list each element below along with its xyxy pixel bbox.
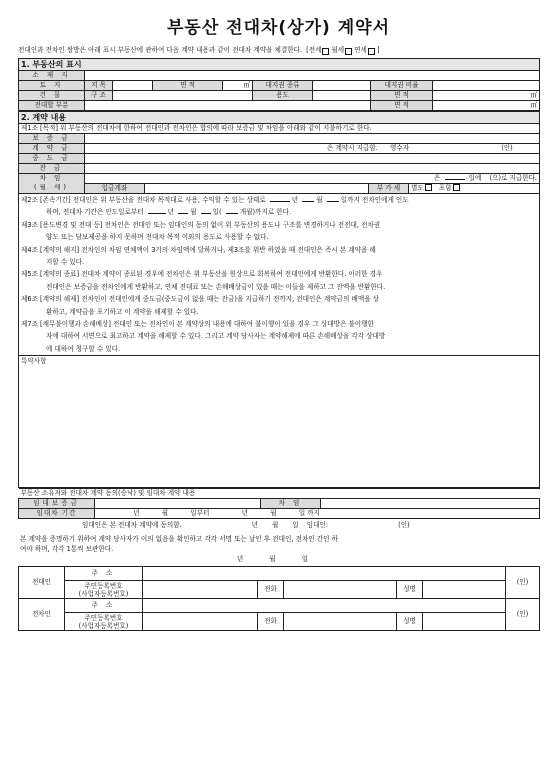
intro-line [18, 44, 539, 58]
address-label: 소 재 지 [19, 71, 85, 81]
balance-label: 잔 금 [19, 164, 85, 174]
consent-rent-value[interactable] [321, 499, 540, 509]
lessee-name-label: 성명 [397, 613, 423, 631]
blank [302, 196, 314, 202]
vat-included-label: 포함 [438, 184, 452, 193]
period-until: 일 까지 [298, 509, 321, 518]
period-year-2: 년 [241, 509, 248, 518]
lessor-id-value[interactable] [143, 581, 258, 599]
land-area-unit[interactable]: ㎡ [223, 81, 253, 91]
building-label: 건 물 [19, 91, 85, 101]
blank [281, 509, 295, 515]
lessor-name-value[interactable] [423, 581, 506, 599]
period-from: 일부터 [190, 509, 210, 518]
type-open: [전세 [306, 46, 322, 55]
article-2-text-i: 개월)까지로 한다. [239, 208, 292, 217]
jeonse-checkbox[interactable] [322, 48, 329, 55]
article-7-text-b: 자에 대하여 서면으로 최고하고 계약을 해제할 수 있다. 그리고 계약 당사자는 계약해제에 따른 손해배상을 각각 상대방 [46, 332, 386, 341]
article-4-text-b: 지할 수 있다. [46, 258, 85, 267]
article-2-text-a: 제2조 [존속기간] 전대인은 위 부동산을 전대차 목적대로 사용, 수익할 수 있는 상태로 [21, 196, 266, 204]
land-category-label: 지 목 [85, 81, 113, 91]
closing-text-a: 본 계약을 증명하기 위하여 계약 당사자가 이의 없음을 확인하고 각각 서명 또는 날인 후 전대인, 전차인 간인 하 [20, 535, 338, 544]
rent-sub-label: (월 세) [19, 184, 85, 194]
consent-rent-label: 차 임 [261, 499, 321, 509]
lease-period-value[interactable] [95, 509, 540, 519]
blank [172, 509, 186, 515]
lessee-name-value[interactable] [423, 613, 506, 631]
type-mid: 월세 [331, 46, 345, 55]
article-2-text-e: 하며, 전대차 기간은 인도일로부터 [46, 208, 144, 217]
owner-consent-line [18, 519, 539, 532]
section2-heading: 2. 계약 내용 [19, 112, 540, 124]
article-3 [21, 219, 536, 244]
parties-table [18, 566, 540, 631]
rent-label: 차 임 [19, 174, 85, 184]
lessee-label: 전차인 [19, 599, 65, 631]
lessor-label: 전대인 [19, 567, 65, 599]
blank [178, 208, 188, 214]
blank [252, 509, 266, 515]
article-6 [21, 293, 536, 318]
lessor-name-label: 성명 [397, 581, 423, 599]
special-terms-box[interactable] [19, 356, 540, 488]
article-2 [21, 194, 536, 219]
account-label: 입금계좌 [85, 184, 145, 194]
article-3-text-b: 양도 또는 담보제공을 하지 못하며 전대차 목적 이외의 용도로 사용할 수 없다. [46, 233, 269, 242]
lease-area-label: 면 적 [371, 101, 433, 111]
lessee-seal: (인) [506, 599, 540, 631]
lease-deposit-value[interactable] [95, 499, 261, 509]
yeonse-checkbox[interactable] [368, 48, 375, 55]
lessor-id-label [65, 581, 143, 599]
blank [214, 509, 238, 515]
document-title: 부동산 전대차(상가) 계약서 [166, 18, 391, 38]
lessee-phone-label: 전화 [258, 613, 284, 631]
property-table [18, 58, 540, 111]
article-2-text-f: 년 [167, 208, 175, 217]
middle-payment-value[interactable] [85, 154, 540, 164]
lessee-address-value[interactable] [143, 599, 506, 613]
vat-separate-checkbox[interactable] [425, 184, 432, 191]
period-year-1: 년 [133, 509, 140, 518]
lease-deposit-label: 임대보증금 [19, 499, 95, 509]
rent-text-1: 은 [434, 174, 441, 183]
rent-text-3: (으)로 지급한다. [489, 174, 538, 183]
owner-consent-text: 임대인은 본 전대차 계약에 동의함. [82, 520, 182, 529]
article-7-text-a: 제7조 [채무불이행과 손해배상] 전대인 또는 전차인이 본 계약상의 내용에 대하여 불이행이 있을 경우 그 상대방은 불이행한 [21, 320, 374, 329]
type-end: 연세 [354, 46, 367, 55]
article-5-text-a: 제5조 [계약의 종료] 전대차 계약이 종료된 경우에 전차인은 위 부동산을 원상으로 회복하여 전대인에게 반환한다. 이러한 경우 [21, 270, 383, 279]
type-close: ] [376, 46, 380, 55]
article-3-text-a: 제3조 [용도변경 및 전대 등] 전차인은 전대인 또는 임대인의 동의 없이 위 부동산의 용도나 구조를 변경하거나 전전대, 전차권 [21, 220, 381, 229]
land-right-ratio-label: 대지권 비율 [371, 81, 433, 91]
blank [226, 208, 238, 214]
structure-label: 구 조 [85, 91, 113, 101]
use-label: 용도 [253, 91, 313, 101]
receipt-seal: (인) [501, 143, 513, 152]
vat-included-checkbox[interactable] [453, 184, 460, 191]
land-label: 토 지 [19, 81, 85, 91]
wolse-checkbox[interactable] [345, 48, 352, 55]
blank [270, 196, 290, 202]
down-payment-label: 계 약 금 [19, 144, 85, 154]
owner-date-month: 월 [272, 520, 279, 529]
vat-options [409, 184, 540, 194]
lease-part-label: 전대할 부분 [19, 101, 85, 111]
land-right-type-value[interactable] [313, 81, 371, 91]
article-7-text-c: 에 대하여 청구할 수 있다. [46, 344, 121, 353]
intro-text: 전대인과 전차인 쌍방은 아래 표시 부동산에 관하여 다음 계약 내용과 같이 전대차 계약을 체결한다. [18, 46, 303, 55]
lessor-id-label-b: (사업자등록번호) [78, 589, 129, 598]
closing-text-b: 여야 하며, 각각 1통씩 보관한다. [20, 545, 114, 554]
lessor-id-label-a: 주민등록번호 [84, 581, 123, 590]
middle-payment-label: 중 도 금 [19, 154, 85, 164]
lessor-seal: (인) [506, 567, 540, 599]
lessor-phone-value[interactable] [284, 581, 397, 599]
owner-date-day: 일 [292, 520, 299, 529]
article-2-text-d: 일까지 전차인에게 인도 [340, 196, 409, 204]
article-2-line2 [21, 206, 536, 218]
consent-table [18, 488, 540, 519]
consent-heading: 부동산 소유자와 전대차 계약 동의(승낙) 및 임대차 계약 내용 [19, 489, 540, 499]
article-4 [21, 244, 536, 269]
down-payment-text: 은 계약시 지급함. [327, 143, 378, 152]
article-1: 제1조 [목적] 위 부동산의 전대차에 한하여 전대인과 전차인은 합의에 따라 보증금 및 차임을 아래와 같이 지불하기로 한다. [19, 124, 540, 134]
address-value[interactable] [85, 71, 540, 81]
article-6-text-b: 환하고, 계약금을 포기하고 이 계약을 해제할 수 있다. [46, 307, 199, 316]
deposit-label: 보 증 금 [19, 134, 85, 144]
lessee-id-label-a: 주민등록번호 [84, 613, 123, 622]
article-7 [21, 318, 536, 355]
land-right-type-label: 대지권 종류 [253, 81, 313, 91]
lease-area-unit[interactable]: ㎡ [433, 101, 540, 111]
building-area-label: 면 적 [371, 91, 433, 101]
article-2-text-g: 월 [190, 208, 197, 217]
land-right-ratio-value[interactable] [433, 81, 540, 91]
rent-day-blank [445, 174, 465, 180]
building-area-unit[interactable]: ㎡ [433, 91, 540, 101]
blank [144, 509, 158, 515]
article-6-text-a: 제6조 [계약의 해제] 전차인이 전대인에게 중도금(중도금이 없을 때는 잔금)을 지급하기 전까지, 전대인은 계약금의 배액을 상 [21, 295, 380, 304]
rent-value[interactable] [85, 174, 540, 184]
lessor-phone-label: 전화 [258, 581, 284, 599]
articles-block [19, 194, 540, 356]
lessor-address-value[interactable] [143, 567, 506, 581]
lessee-id-label-b: (사업자등록번호) [78, 621, 129, 630]
lessee-phone-value[interactable] [284, 613, 397, 631]
special-terms-label: 특약사항 [21, 357, 47, 366]
closing-paragraph [18, 532, 539, 554]
period-month-1: 월 [161, 509, 169, 518]
section1-heading: 1. 부동산의 표시 [19, 59, 540, 71]
rent-text-2: 일에 [468, 174, 482, 183]
balance-value[interactable] [85, 164, 540, 174]
article-2-text-h: 일( [212, 208, 222, 217]
vat-separate-label: 별도 [411, 184, 424, 193]
owner-seal: (인) [398, 520, 410, 529]
article-2-text-c: 월 [316, 196, 323, 204]
land-area-label: 면 적 [153, 81, 223, 91]
deposit-value[interactable] [85, 134, 540, 144]
article-2-text-b: 년 [291, 196, 299, 204]
account-value[interactable] [145, 184, 369, 194]
lease-period-label: 임대차 기간 [19, 509, 95, 519]
lessee-address-label: 주 소 [65, 599, 143, 613]
blank [201, 208, 211, 214]
lessee-id-label [65, 613, 143, 631]
article-5 [21, 268, 536, 293]
period-month-2: 월 [270, 509, 277, 518]
owner-label: 임대인: [306, 520, 329, 529]
blank [327, 196, 339, 202]
article-5-text-b: 전대인은 보증금을 전차인에게 반환하고, 연체 전대료 또는 손해배상금이 있을 때는 이들을 제하고 그 잔액을 반환한다. [46, 282, 386, 291]
blank [148, 208, 166, 214]
contract-date[interactable]: 년 월 일 [236, 555, 321, 564]
down-payment-value[interactable] [85, 144, 540, 154]
contract-table [18, 111, 540, 488]
land-category-value[interactable] [113, 81, 153, 91]
lease-part-value[interactable] [85, 101, 371, 111]
receipt-label: 영수자 [389, 143, 410, 152]
owner-date-year: 년 [251, 520, 259, 529]
lessee-id-value[interactable] [143, 613, 258, 631]
vat-label: 부 가 세 [369, 184, 409, 194]
lessor-address-label: 주 소 [65, 567, 143, 581]
blank [99, 509, 129, 515]
structure-value[interactable] [113, 91, 253, 101]
use-value[interactable] [313, 91, 371, 101]
article-4-text-a: 제4조 [계약의 해지] 전차인의 차임 연체액이 3기의 차임액에 달하거나, 제3조를 위반 하였을 때 전대인은 즉시 본 계약을 해 [21, 245, 376, 254]
